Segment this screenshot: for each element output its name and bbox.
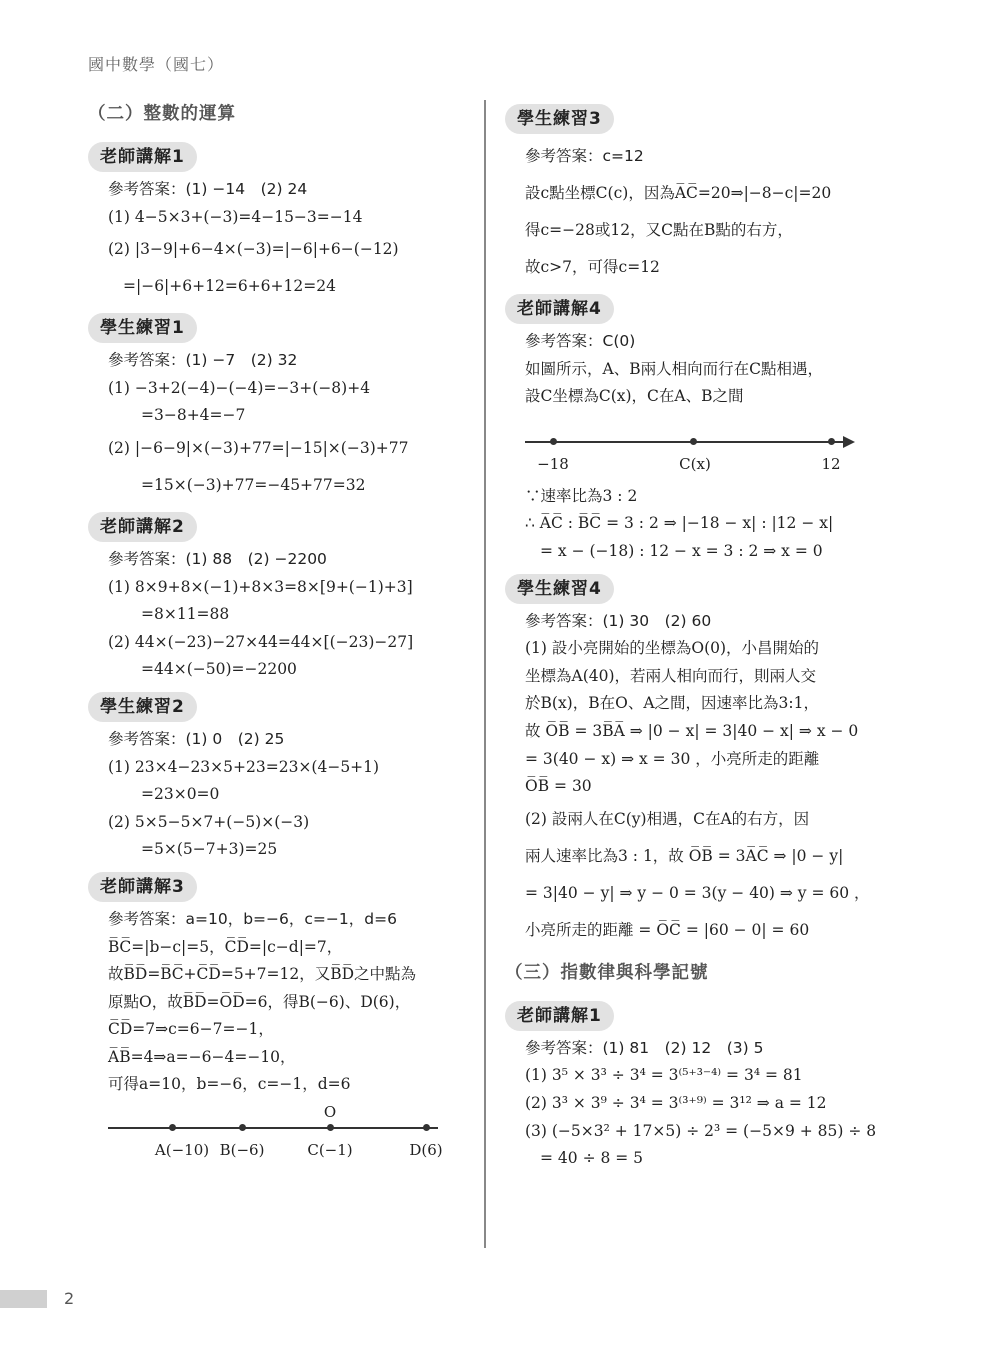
solution-line: =8×11=88 <box>141 605 230 624</box>
number-line-axis <box>525 441 845 443</box>
block-label: 學生練習1 <box>88 313 197 343</box>
solution-line: =5×(5−7+3)=25 <box>141 840 278 859</box>
solution-line: (2) 設兩人在C(y)相遇，C在A的右方，因 <box>525 809 810 828</box>
solution-line: = 40 ÷ 8 = 5 <box>540 1149 644 1168</box>
solution-line: (1) −3+2(−4)−(−4)=−3+(−8)+4 <box>108 378 371 397</box>
solution-line: 得c=−28或12，又C點在B點的右方， <box>525 221 793 239</box>
solution-line: ∴ A̅C̅ : B̅C̅ = 3 : 2 ⇒ |−18 − x| : |12 − x| <box>525 514 834 533</box>
solution-line: (2) 3³ × 3⁹ ÷ 3⁴ = 3⁽³⁺⁹⁾ = 3¹² ⇒ a = 12 <box>525 1093 827 1112</box>
answer-line: 參考答案：(1) 0 (2) 25 <box>108 729 285 748</box>
column-divider <box>484 100 486 1248</box>
solution-line: (2) 5×5−5×7+(−5)×(−3) <box>108 812 310 831</box>
right-column <box>505 96 915 1173</box>
number-line-abcd <box>108 1103 470 1171</box>
point-label: −18 <box>537 454 569 473</box>
solution-line: =3−8+4=−7 <box>141 406 246 425</box>
left-column <box>88 96 470 1171</box>
solution-line: C̅D̅=7⇒c=6−7=−1， <box>108 1020 274 1039</box>
solution-line: (1) 設小亮開始的坐標為O(0)，小昌開始的 <box>525 639 820 658</box>
solution-line: A̅B̅=4⇒a=−6−4=−10， <box>108 1047 296 1066</box>
point-a <box>169 1124 176 1131</box>
solution-line: =|−6|+6+12=6+6+12=24 <box>123 277 336 296</box>
section-title: （三）指數律與科學記號 <box>505 962 709 983</box>
page-number: 2 <box>64 1289 75 1308</box>
point-d <box>423 1124 430 1131</box>
answer-line: 參考答案：(1) −14 (2) 24 <box>108 180 308 198</box>
number-line-c <box>525 427 915 483</box>
point-label: C(x) <box>679 454 711 473</box>
block-label: 老師講解1 <box>505 1001 614 1031</box>
solution-line: B̅C̅=|b−c|=5，C̅D̅=|c−d|=7， <box>108 937 343 956</box>
block-label: 學生練習4 <box>505 574 614 604</box>
point-a <box>550 438 557 445</box>
answer-line: 參考答案：(1) 30 (2) 60 <box>525 611 712 630</box>
point-label: C(−1) <box>307 1141 353 1160</box>
point-b <box>828 438 835 445</box>
page-header: 國中數學（國七） <box>88 55 225 74</box>
answer-line: 參考答案：c=12 <box>525 147 644 165</box>
solution-line: 於B(x)，B在O、A之間，因速率比為3:1， <box>525 694 819 713</box>
solution-line: (1) 8×9+8×(−1)+8×3=8×[9+(−1)+3] <box>108 577 413 596</box>
solution-line: (3) (−5×3² + 17×5) ÷ 2³ = (−5×9 + 85) ÷ 8 <box>525 1121 877 1140</box>
solution-line: (1) 4−5×3+(−3)=4−15−3=−14 <box>108 207 363 226</box>
block-label: 老師講解2 <box>88 512 197 542</box>
point-label: B(−6) <box>219 1141 265 1160</box>
point-b <box>239 1124 246 1131</box>
solution-line: 故 O̅B̅ = 3B̅A̅ ⇒ |0 − x| = 3|40 − x| ⇒ x − 0 <box>525 721 859 740</box>
solution-line: 設C坐標為C(x)，C在A、B之間 <box>525 387 744 406</box>
answer-line: 參考答案：(1) 88 (2) −2200 <box>108 549 327 568</box>
solution-line: =44×(−50)=−2200 <box>141 660 297 679</box>
arrow-right-icon <box>843 436 855 448</box>
solution-line: ∵速率比為3 : 2 <box>525 486 638 505</box>
answer-line: 參考答案：(1) 81 (2) 12 (3) 5 <box>525 1038 764 1057</box>
solution-line: (2) |3−9|+6−4×(−3)=|−6|+6−(−12) <box>108 240 399 259</box>
solution-line: =15×(−3)+77=−45+77=32 <box>141 475 366 494</box>
solution-line: 小亮所走的距離 = O̅C̅ = |60 − 0| = 60 <box>525 920 810 939</box>
solution-line: 坐標為A(40)，若兩人相向而行，則兩人交 <box>525 666 817 685</box>
number-line-axis <box>108 1127 438 1129</box>
answer-line: 參考答案：C(0) <box>525 332 636 350</box>
block-label: 學生練習3 <box>505 104 614 134</box>
point-c <box>327 1124 334 1131</box>
origin-label: O <box>323 1103 337 1122</box>
solution-line: = 3|40 − y| ⇒ y − 0 = 3(y − 40) ⇒ y = 60 ， <box>525 883 870 902</box>
block-label: 老師講解3 <box>88 872 197 902</box>
solution-line: (1) 3⁵ × 3³ ÷ 3⁴ = 3⁽⁵⁺³⁻⁴⁾ = 3⁴ = 81 <box>525 1066 803 1085</box>
solution-line: 故c>7，可得c=12 <box>525 258 660 276</box>
solution-line: = 3(40 − x) ⇒ x = 30 ，小亮所走的距離 <box>525 749 820 768</box>
solution-line: = x − (−18) : 12 − x = 3 : 2 ⇒ x = 0 <box>540 541 823 560</box>
solution-line: 原點O，故B̅D̅=O̅D̅=6，得B(−6)、D(6)， <box>108 992 411 1011</box>
solution-line: 如圖所示，A、B兩人相向而行在C點相遇， <box>525 359 823 378</box>
solution-line: 設c點坐標C(c)，因為A̅C̅=20⇒|−8−c|=20 <box>525 184 832 202</box>
solution-line: 兩人速率比為3 : 1，故 O̅B̅ = 3A̅C̅ ⇒ |0 − y| <box>525 846 844 865</box>
section-title: （二）整數的運算 <box>88 104 236 124</box>
solution-line: 可得a=10，b=−6，c=−1，d=6 <box>108 1075 351 1094</box>
answer-line: 參考答案：a=10，b=−6，c=−1，d=6 <box>108 909 397 928</box>
solution-line: =23×0=0 <box>141 785 220 804</box>
solution-line: (2) 44×(−23)−27×44=44×[(−23)−27] <box>108 632 414 651</box>
point-label: D(6) <box>409 1141 443 1160</box>
block-label: 學生練習2 <box>88 692 197 722</box>
footer-bar <box>0 1290 47 1308</box>
point-label: A(−10) <box>154 1141 210 1160</box>
block-label: 老師講解1 <box>88 142 197 172</box>
solution-line: (1) 23×4−23×5+23=23×(4−5+1) <box>108 757 380 776</box>
point-c <box>690 438 697 445</box>
block-label: 老師講解4 <box>505 294 614 324</box>
point-label: 12 <box>821 454 841 473</box>
answer-line: 參考答案：(1) −7 (2) 32 <box>108 351 298 370</box>
solution-line: (2) |−6−9|×(−3)+77=|−15|×(−3)+77 <box>108 438 409 457</box>
solution-line: 故B̅D̅=B̅C̅+C̅D̅=5+7=12，又B̅D̅之中點為 <box>108 965 417 984</box>
solution-line: O̅B̅ = 30 <box>525 777 592 796</box>
